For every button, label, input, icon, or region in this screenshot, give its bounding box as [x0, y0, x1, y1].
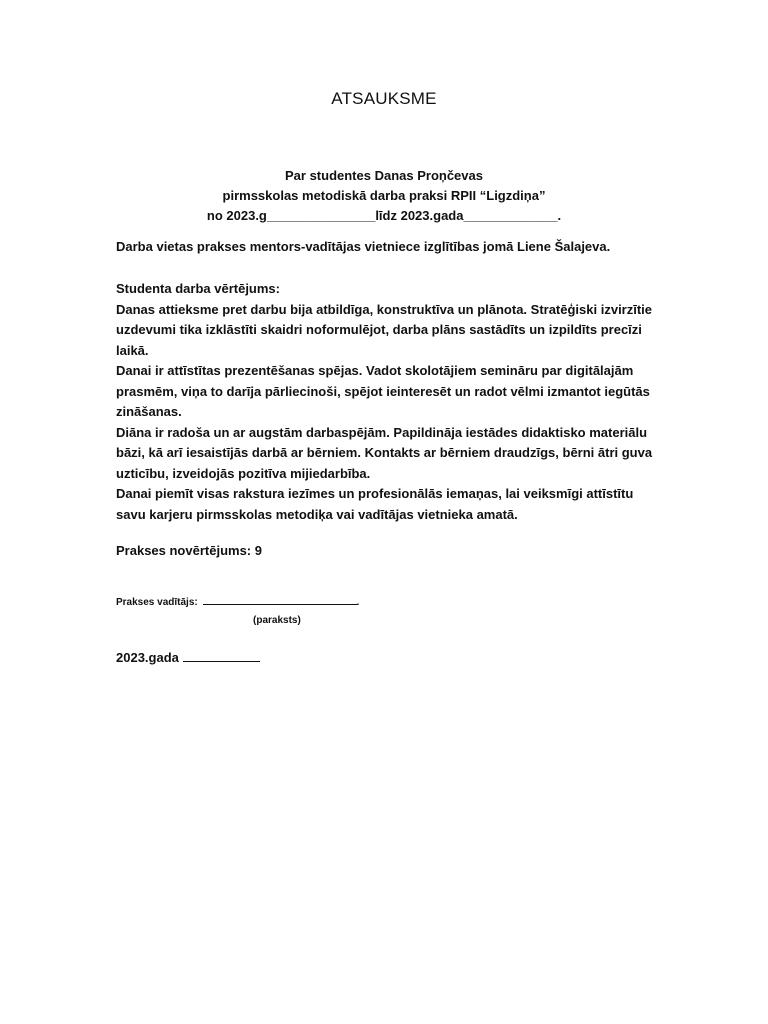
grade-line: Prakses novērtējums: 9 — [116, 543, 262, 558]
date-row — [116, 650, 260, 665]
subheading-line-dates: no 2023.g_______________līdz 2023.gada_____________. — [206, 208, 562, 223]
document-title: ATSAUKSME — [331, 89, 437, 108]
subheading-line-practice: pirmsskolas metodiskā darba praksi RPII “Ligzdiņa” — [222, 188, 546, 203]
mentor-line: Darba vietas prakses mentors-vadītājas vietniece izglītības jomā Liene Šalajeva. — [116, 239, 611, 254]
subheading-line-student: Par studentes Danas Proņčevas — [285, 168, 483, 183]
signature-row — [116, 597, 359, 608]
evaluation-section — [116, 279, 656, 525]
evaluation-paragraph: Danai ir attīstītas prezentēšanas spējas. Vadot skolotājiem semināru par digitālajām prasmēm, viņa to darīja pārliecinoši, spējot ieinteresēt un radot vēlmi izmantot iegūtās zināšanas. — [116, 363, 650, 419]
date-blank-line — [183, 661, 260, 662]
signature-note: (paraksts) — [253, 615, 301, 626]
evaluation-paragraph: Diāna ir radoša un ar augstām darbaspējām. Papildināja iestādes didaktisko materiālu bāzi, kā arī iesaistījās darbā ar bērniem. Kontakts ar bērniem draudzīgs, bērni ātri guva uzticību, izveidojās pozitīva mijiedarbība. — [116, 424, 653, 481]
date-label: 2023.gada — [116, 650, 179, 665]
evaluation-paragraph: Danai piemīt visas rakstura iezīmes un profesionālās iemaņas, lai veiksmīgi attīstītu savu karjeru pirmsskolas metodiķa vai vadītājas vietnieka amatā. — [116, 486, 634, 522]
document-subheading — [0, 166, 768, 226]
signature-label: Prakses vadītājs: — [116, 597, 198, 608]
evaluation-paragraph: Danas attieksme pret darbu bija atbildīga, konstruktīva un plānota. Stratēģiski izvirzītie uzdevumi tika izklāstīti skaidri noformulējot, darba plāns sastādīts un izpildīts precīzi laikā. — [116, 301, 653, 358]
signature-end: . — [356, 597, 360, 608]
signature-blank-line — [203, 604, 357, 605]
evaluation-heading: Studenta darba vērtējums: — [116, 281, 280, 296]
